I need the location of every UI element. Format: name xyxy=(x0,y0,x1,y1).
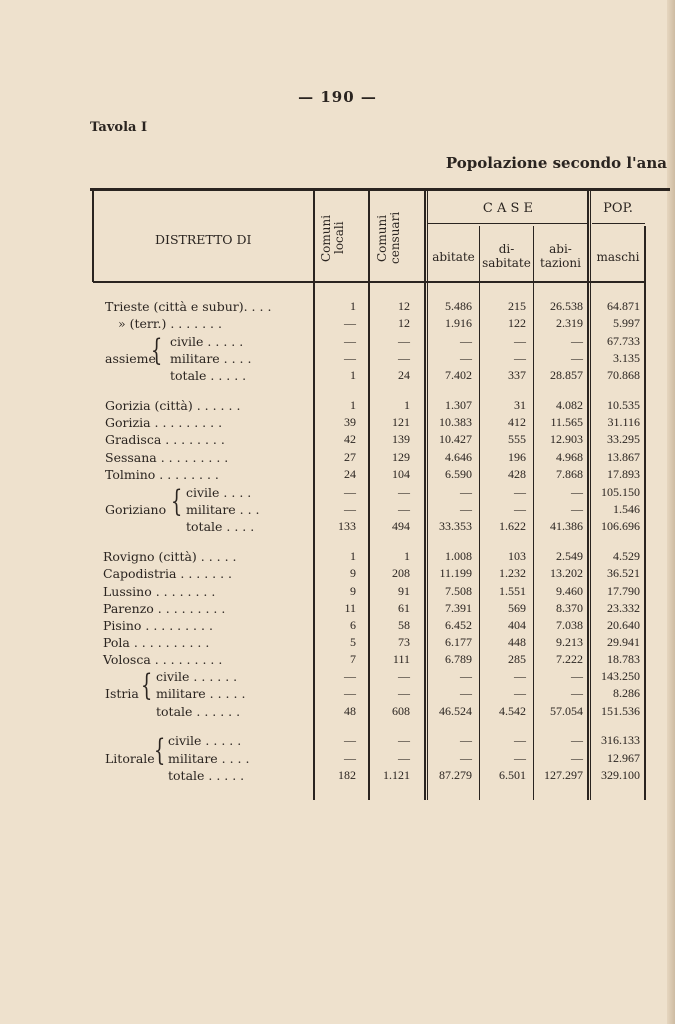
table-cell: 1 xyxy=(350,398,356,412)
table-cell: 5 xyxy=(350,635,356,649)
table-cell: — xyxy=(460,751,472,765)
table-cell: 31 xyxy=(514,398,526,412)
table-cell: 7 xyxy=(350,652,356,666)
header-case: C A S E xyxy=(482,201,534,216)
table-cell: 33.353 xyxy=(439,519,472,533)
table-cell: 7.222 xyxy=(556,652,583,666)
table-cell: 4.646 xyxy=(445,450,472,464)
table-cell: 1 xyxy=(350,549,356,563)
header-abitazioni: abi- tazioni xyxy=(540,242,581,270)
table-cell: — xyxy=(344,334,356,348)
table-cell: 569 xyxy=(508,601,526,615)
row-label: Gorizia (città) . . . . . . xyxy=(105,398,241,413)
table-cell: 428 xyxy=(508,467,526,481)
table-cell: 121 xyxy=(392,415,410,429)
table-cell: — xyxy=(344,502,356,516)
table-cell: 20.640 xyxy=(607,618,640,632)
table-cell: 13.867 xyxy=(607,450,640,464)
table-cell: 1.551 xyxy=(499,584,526,598)
table-cell: — xyxy=(398,751,410,765)
table-cell: 87.279 xyxy=(439,768,472,782)
row-label: totale . . . . . xyxy=(170,368,247,383)
row-label: civile . . . . . xyxy=(168,733,242,748)
table-cell: 608 xyxy=(392,704,410,718)
table-cell: 196 xyxy=(508,450,526,464)
table-cell: 31.116 xyxy=(607,415,640,429)
row-label: militare . . . xyxy=(186,502,260,517)
row-label: Sessana . . . . . . . . . xyxy=(105,450,229,465)
left-rule xyxy=(92,190,94,282)
table-cell: 1.622 xyxy=(499,519,526,533)
table-cell: — xyxy=(344,686,356,700)
table-cell: 10.427 xyxy=(439,432,472,446)
table-cell: 6 xyxy=(350,618,356,632)
page-edge xyxy=(667,0,675,1024)
table-cell: 73 xyxy=(398,635,410,649)
table-cell: 208 xyxy=(392,566,410,580)
table-cell: — xyxy=(514,733,526,747)
table-title: Popolazione secondo l'ana xyxy=(445,154,667,172)
brace-icon: { xyxy=(150,333,163,368)
table-cell: — xyxy=(398,686,410,700)
table-cell: 57.054 xyxy=(550,704,583,718)
table-cell: 12 xyxy=(398,316,410,330)
table-cell: 1.307 xyxy=(445,398,472,412)
table-cell: 6.590 xyxy=(445,467,472,481)
table-cell: 1.121 xyxy=(383,768,410,782)
table-cell: — xyxy=(460,733,472,747)
table-cell: 285 xyxy=(508,652,526,666)
table-cell: 1 xyxy=(404,398,410,412)
table-cell: 24 xyxy=(344,467,356,481)
table-cell: 4.529 xyxy=(613,549,640,563)
table-cell: — xyxy=(460,669,472,683)
table-cell: 6.452 xyxy=(445,618,472,632)
table-cell: 1 xyxy=(350,368,356,382)
table-cell: — xyxy=(514,502,526,516)
table-cell: — xyxy=(460,351,472,365)
table-cell: 61 xyxy=(398,601,410,615)
table-cell: 412 xyxy=(508,415,526,429)
top-rule xyxy=(90,188,670,191)
table-cell: 46.524 xyxy=(439,704,472,718)
table-cell: 11.199 xyxy=(439,566,472,580)
brace-icon: { xyxy=(170,484,183,519)
row-label: civile . . . . . xyxy=(170,334,244,349)
table-cell: 104 xyxy=(392,467,410,481)
table-cell: 329.100 xyxy=(601,768,640,782)
table-cell: 8.286 xyxy=(613,686,640,700)
table-cell: 1.008 xyxy=(445,549,472,563)
table-cell: 58 xyxy=(398,618,410,632)
table-cell: — xyxy=(398,502,410,516)
row-label: totale . . . . . xyxy=(168,768,245,783)
table-cell: 151.536 xyxy=(601,704,640,718)
table-cell: — xyxy=(398,485,410,499)
table-cell: — xyxy=(571,751,583,765)
table-cell: 11.565 xyxy=(550,415,583,429)
table-cell: — xyxy=(398,334,410,348)
table-cell: 9.460 xyxy=(556,584,583,598)
table-cell: — xyxy=(571,686,583,700)
table-cell: 6.789 xyxy=(445,652,472,666)
group-label-assieme: assieme xyxy=(105,351,156,366)
table-cell: 2.549 xyxy=(556,549,583,563)
header-disabitate: di- sabitate xyxy=(482,242,531,270)
table-cell: 215 xyxy=(508,299,526,313)
row-label: » (terr.) . . . . . . . xyxy=(118,316,222,331)
table-cell: 103 xyxy=(508,549,526,563)
table-cell: — xyxy=(344,751,356,765)
table-cell: — xyxy=(344,316,356,330)
table-cell: 1.232 xyxy=(499,566,526,580)
table-cell: 28.857 xyxy=(550,368,583,382)
row-label: civile . . . . xyxy=(186,485,252,500)
header-comuni-locali: Comuni locali xyxy=(319,214,346,262)
table-cell: 9 xyxy=(350,584,356,598)
table-cell: 67.733 xyxy=(607,334,640,348)
table-cell: — xyxy=(344,669,356,683)
table-cell: 64.871 xyxy=(607,299,640,313)
table-cell: 1.916 xyxy=(445,316,472,330)
header-maschi: maschi xyxy=(596,250,640,264)
table-cell: — xyxy=(344,351,356,365)
table-cell: 9 xyxy=(350,566,356,580)
row-label: Pisino . . . . . . . . . xyxy=(103,618,213,633)
page-number: — 190 — xyxy=(298,88,377,106)
table-cell: — xyxy=(398,351,410,365)
table-cell: 105.150 xyxy=(601,485,640,499)
group-label-goriziano: Goriziano xyxy=(105,502,167,517)
table-cell: 36.521 xyxy=(607,566,640,580)
table-cell: 39 xyxy=(344,415,356,429)
table-cell: 12 xyxy=(398,299,410,313)
table-cell: 139 xyxy=(392,432,410,446)
row-label: militare . . . . . xyxy=(156,686,246,701)
table-label: Tavola I xyxy=(90,120,148,135)
table-cell: 4.542 xyxy=(499,704,526,718)
table-cell: — xyxy=(514,485,526,499)
table-cell: — xyxy=(514,686,526,700)
header-pop: POP. xyxy=(603,201,633,216)
table-cell: 1 xyxy=(350,299,356,313)
table-cell: — xyxy=(460,502,472,516)
table-cell: 3.135 xyxy=(613,351,640,365)
table-cell: 4.082 xyxy=(556,398,583,412)
table-cell: 27 xyxy=(344,450,356,464)
row-label: Trieste (città e subur). . . . xyxy=(105,299,272,314)
table-cell: 494 xyxy=(392,519,410,533)
row-label: totale . . . . . . xyxy=(156,704,241,719)
row-label: Volosca . . . . . . . . . xyxy=(103,652,223,667)
header-distretto: DISTRETTO DI xyxy=(155,232,252,247)
table-cell: 404 xyxy=(508,618,526,632)
row-label: civile . . . . . . xyxy=(156,669,238,684)
table-cell: 70.868 xyxy=(607,368,640,382)
table-cell: — xyxy=(344,733,356,747)
table-cell: 129 xyxy=(392,450,410,464)
table-cell: 133 xyxy=(338,519,356,533)
table-cell: 29.941 xyxy=(607,635,640,649)
table-cell: 33.295 xyxy=(607,432,640,446)
table-cell: 12.967 xyxy=(607,751,640,765)
table-cell: 5.997 xyxy=(613,316,640,330)
table-cell: — xyxy=(571,502,583,516)
row-label: Pola . . . . . . . . . . xyxy=(103,635,210,650)
row-label: totale . . . . xyxy=(186,519,255,534)
table-cell: 1 xyxy=(404,549,410,563)
group-label-istria: Istria xyxy=(105,686,139,701)
table-cell: — xyxy=(460,686,472,700)
brace-icon: { xyxy=(140,668,153,703)
table-cell: 9.213 xyxy=(556,635,583,649)
row-label: Rovigno (città) . . . . . xyxy=(103,549,237,564)
table-cell: 111 xyxy=(392,652,410,666)
table-cell: 1.546 xyxy=(613,502,640,516)
table-cell: — xyxy=(571,485,583,499)
table-cell: 17.790 xyxy=(607,584,640,598)
table-cell: — xyxy=(460,485,472,499)
row-label: militare . . . . xyxy=(168,751,250,766)
table-cell: — xyxy=(571,733,583,747)
table-cell: 5.486 xyxy=(445,299,472,313)
table-cell: 10.535 xyxy=(607,398,640,412)
brace-icon: { xyxy=(153,733,166,768)
row-label: Gorizia . . . . . . . . . xyxy=(105,415,223,430)
table-cell: 127.297 xyxy=(544,768,583,782)
table-cell: 182 xyxy=(338,768,356,782)
table-cell: 316.133 xyxy=(601,733,640,747)
table-cell: 13.202 xyxy=(550,566,583,580)
table-cell: 6.501 xyxy=(499,768,526,782)
table-cell: 11 xyxy=(344,601,356,615)
row-label: Tolmino . . . . . . . . xyxy=(105,467,219,482)
row-label: militare . . . . xyxy=(170,351,252,366)
col-rule-7 xyxy=(644,226,646,800)
table-cell: 4.968 xyxy=(556,450,583,464)
header-abitate: abitate xyxy=(432,250,475,264)
table-cell: 122 xyxy=(508,316,526,330)
table-cell: — xyxy=(514,351,526,365)
table-cell: 6.177 xyxy=(445,635,472,649)
table-cell: — xyxy=(344,485,356,499)
table-cell: — xyxy=(571,669,583,683)
table-cell: 18.783 xyxy=(607,652,640,666)
row-label: Gradisca . . . . . . . . xyxy=(105,432,225,447)
table-cell: 8.370 xyxy=(556,601,583,615)
table-cell: — xyxy=(514,751,526,765)
table-cell: — xyxy=(571,334,583,348)
table-cell: 12.903 xyxy=(550,432,583,446)
table-cell: — xyxy=(460,334,472,348)
table-cell: 2.319 xyxy=(556,316,583,330)
table-cell: 17.893 xyxy=(607,467,640,481)
row-label: Lussino . . . . . . . . xyxy=(103,584,216,599)
table-cell: 41.386 xyxy=(550,519,583,533)
table-cell: 48 xyxy=(344,704,356,718)
table-cell: 26.538 xyxy=(550,299,583,313)
table-cell: — xyxy=(571,351,583,365)
table-cell: — xyxy=(514,334,526,348)
pop-rule xyxy=(592,223,645,224)
table-cell: 7.038 xyxy=(556,618,583,632)
table-cell: 7.508 xyxy=(445,584,472,598)
table-cell: 24 xyxy=(398,368,410,382)
table-cell: 7.402 xyxy=(445,368,472,382)
table-cell: 106.696 xyxy=(601,519,640,533)
table-cell: 7.391 xyxy=(445,601,472,615)
table-cell: — xyxy=(398,669,410,683)
table-cell: 91 xyxy=(398,584,410,598)
row-label: Capodistria . . . . . . . xyxy=(103,566,233,581)
table-cell: 555 xyxy=(508,432,526,446)
table-cell: 10.383 xyxy=(439,415,472,429)
header-comuni-censuari: Comuni censuari xyxy=(375,211,402,265)
table-cell: 23.332 xyxy=(607,601,640,615)
table-cell: 42 xyxy=(344,432,356,446)
table-cell: 448 xyxy=(508,635,526,649)
table-cell: 337 xyxy=(508,368,526,382)
case-rule xyxy=(428,223,588,224)
table-cell: 7.868 xyxy=(556,467,583,481)
table-cell: — xyxy=(514,669,526,683)
row-label: Parenzo . . . . . . . . . xyxy=(103,601,226,616)
group-label-litorale: Litorale xyxy=(105,751,155,766)
table-cell: — xyxy=(398,733,410,747)
table-cell: 143.250 xyxy=(601,669,640,683)
